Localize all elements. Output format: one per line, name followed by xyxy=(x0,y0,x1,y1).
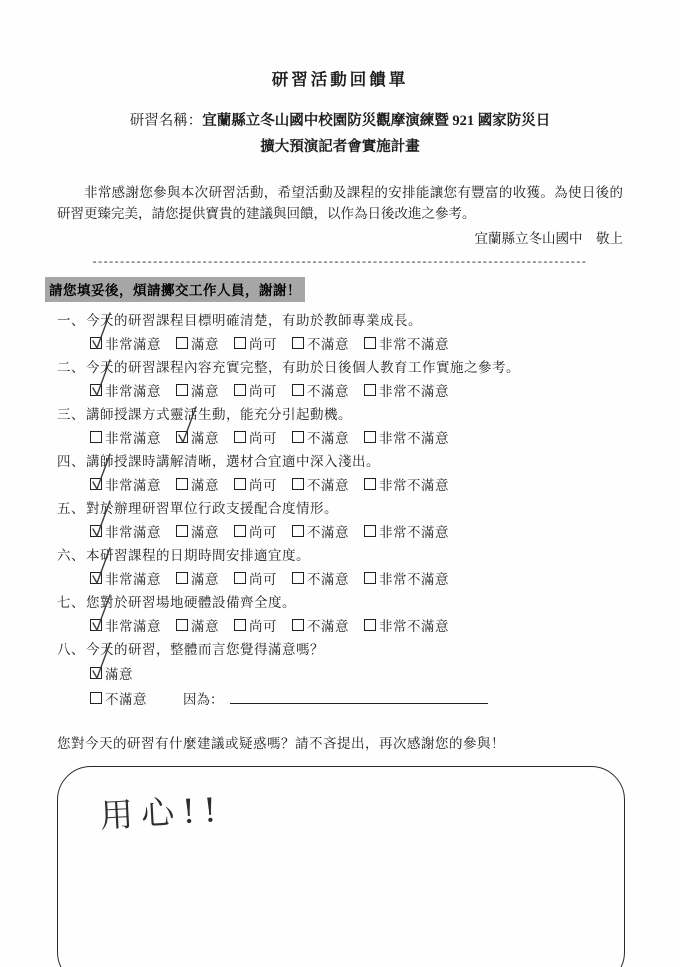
option-very-unsatisfied[interactable] xyxy=(364,615,449,635)
option-fair[interactable] xyxy=(234,380,277,400)
question-text xyxy=(57,594,623,611)
option-satisfied[interactable] xyxy=(176,568,219,588)
workshop-name-value1: 宜蘭縣立冬山國中校園防災觀摩演練暨 921 國家防災日 xyxy=(202,113,551,129)
options-row xyxy=(90,568,623,588)
option-very-unsatisfied[interactable] xyxy=(364,333,449,353)
checkbox-unsatisfied[interactable] xyxy=(292,431,304,443)
option-satisfied[interactable] xyxy=(176,333,219,353)
reason-label: 因為： xyxy=(183,692,224,707)
question-label: 講師授課方式靈活生動，能充分引起動機。 xyxy=(86,407,352,422)
checkbox-fair[interactable] xyxy=(234,478,246,490)
checkbox-satisfied[interactable] xyxy=(176,337,188,349)
suggestion-prompt: 您對今天的研習有什麼建議或疑惑嗎？請不吝提出，再次感謝您的參與！ xyxy=(57,736,505,751)
option-unsatisfied[interactable] xyxy=(292,427,349,447)
checkbox-very-unsatisfied[interactable] xyxy=(364,431,376,443)
question-label: 今天的研習課程目標明確清楚，有助於教師專業成長。 xyxy=(86,313,422,328)
questions-list xyxy=(57,312,623,708)
option-unsatisfied[interactable] xyxy=(292,615,349,635)
checkbox-very-unsatisfied[interactable] xyxy=(364,525,376,537)
option-label: 尚可 xyxy=(249,525,277,540)
checkbox-unsatisfied[interactable] xyxy=(292,619,304,631)
option-label: 尚可 xyxy=(249,337,277,352)
question-8 xyxy=(57,641,623,708)
option-label: 非常不滿意 xyxy=(379,431,449,446)
checkbox-very-satisfied[interactable] xyxy=(90,384,102,396)
option-very-satisfied[interactable] xyxy=(90,615,161,635)
option-label: 不滿意 xyxy=(307,337,349,352)
option-label: 尚可 xyxy=(249,431,277,446)
option-very-unsatisfied[interactable] xyxy=(364,427,449,447)
checkbox-very-unsatisfied[interactable] xyxy=(364,384,376,396)
checkbox-satisfied[interactable] xyxy=(90,667,102,679)
dashed-divider: ------------------------------------------------------------------------------------------ xyxy=(92,254,588,268)
workshop-name-value2: 擴大預演記者會實施計畫 xyxy=(260,139,420,155)
option-label: 尚可 xyxy=(249,384,277,399)
workshop-name-label: 研習名稱： xyxy=(129,113,203,129)
question-text xyxy=(57,547,623,564)
option-label: 非常不滿意 xyxy=(379,525,449,540)
question-number: 四、 xyxy=(57,454,85,469)
checkbox-fair[interactable] xyxy=(234,384,246,396)
option-label: 尚可 xyxy=(249,572,277,587)
checkbox-fair[interactable] xyxy=(234,619,246,631)
checkbox-satisfied[interactable] xyxy=(176,384,188,396)
option-label: 非常不滿意 xyxy=(379,384,449,399)
option-label: 滿意 xyxy=(191,337,219,352)
reason-field xyxy=(183,688,488,708)
option-very-satisfied[interactable] xyxy=(90,333,161,353)
option-label: 非常滿意 xyxy=(105,337,161,352)
checkbox-satisfied[interactable] xyxy=(176,525,188,537)
options-row xyxy=(90,427,623,447)
option-label: 非常不滿意 xyxy=(379,619,449,634)
option-label: 非常滿意 xyxy=(105,478,161,493)
checkbox-fair[interactable] xyxy=(234,525,246,537)
option-fair[interactable] xyxy=(234,521,277,541)
option-satisfied[interactable] xyxy=(176,474,219,494)
option-label: 滿意 xyxy=(191,384,219,399)
checkbox-very-satisfied[interactable] xyxy=(90,337,102,349)
q8-satisfied-row xyxy=(90,663,623,683)
option-fair[interactable] xyxy=(234,333,277,353)
question-label: 對於辦理研習單位行政支援配合度情形。 xyxy=(86,501,338,516)
question-3 xyxy=(57,406,623,447)
option-label: 不滿意 xyxy=(307,431,349,446)
option-unsatisfied[interactable] xyxy=(292,474,349,494)
checkbox-unsatisfied[interactable] xyxy=(90,692,102,704)
intro-paragraph: 非常感謝您參與本次研習活動，希望活動及課程的安排能讓您有豐富的收獲。為使日後的研習更臻完美，請您提供寶貴的建議與回饋，以作為日後改進之參考。 xyxy=(57,185,623,221)
question-label: 今天的研習，整體而言您覺得滿意嗎？ xyxy=(86,642,324,657)
option-label: 滿意 xyxy=(191,525,219,540)
option-unsatisfied[interactable] xyxy=(292,568,349,588)
options-row xyxy=(90,474,623,494)
option-satisfied[interactable] xyxy=(176,521,219,541)
question-number: 二、 xyxy=(57,360,85,375)
option-fair[interactable] xyxy=(234,615,277,635)
option-label: 不滿意 xyxy=(307,619,349,634)
option-satisfied[interactable] xyxy=(176,380,219,400)
option-very-unsatisfied[interactable] xyxy=(364,568,449,588)
workshop-name-line1 xyxy=(57,108,623,134)
question-5 xyxy=(57,500,623,541)
question-text xyxy=(57,500,623,517)
question-text xyxy=(57,406,623,423)
option-unsatisfied[interactable] xyxy=(292,333,349,353)
option-fair[interactable] xyxy=(234,474,277,494)
option-very-unsatisfied[interactable] xyxy=(364,474,449,494)
option-satisfied[interactable] xyxy=(176,427,219,447)
option-very-satisfied[interactable] xyxy=(90,568,161,588)
comment-box[interactable] xyxy=(57,766,625,967)
option-label: 非常滿意 xyxy=(105,431,161,446)
checkbox-very-satisfied[interactable] xyxy=(90,478,102,490)
workshop-name xyxy=(57,108,623,160)
option-label: 非常滿意 xyxy=(105,384,161,399)
option-label: 非常滿意 xyxy=(105,525,161,540)
option-label: 不滿意 xyxy=(307,572,349,587)
checkbox-fair[interactable] xyxy=(234,431,246,443)
option-label: 不滿意 xyxy=(307,525,349,540)
checkbox-unsatisfied[interactable] xyxy=(292,337,304,349)
checkbox-fair[interactable] xyxy=(234,572,246,584)
question-label: 本研習課程的日期時間安排適宜度。 xyxy=(86,548,310,563)
option-very-unsatisfied[interactable] xyxy=(364,380,449,400)
checkbox-very-unsatisfied[interactable] xyxy=(364,337,376,349)
question-text xyxy=(57,312,623,329)
option-unsatisfied[interactable] xyxy=(292,380,349,400)
question-number: 三、 xyxy=(57,407,85,422)
option-satisfied[interactable] xyxy=(176,615,219,635)
checkbox-very-unsatisfied[interactable] xyxy=(364,619,376,631)
reason-input-line[interactable] xyxy=(230,690,488,704)
option-label: 非常滿意 xyxy=(105,572,161,587)
question-2 xyxy=(57,359,623,400)
option-unsatisfied[interactable] xyxy=(90,688,147,708)
instruction-row xyxy=(45,277,623,302)
option-label: 尚可 xyxy=(249,478,277,493)
option-label: 尚可 xyxy=(249,619,277,634)
instruction-highlight: 請您填妥後，煩請擲交工作人員，謝謝！ xyxy=(45,277,305,302)
option-very-satisfied[interactable] xyxy=(90,380,161,400)
checkbox-very-satisfied[interactable] xyxy=(90,431,102,443)
option-label: 不滿意 xyxy=(105,692,147,707)
checkbox-satisfied[interactable] xyxy=(176,619,188,631)
question-number: 一、 xyxy=(57,313,85,328)
options-row xyxy=(90,380,623,400)
checkbox-unsatisfied[interactable] xyxy=(292,525,304,537)
checkbox-fair[interactable] xyxy=(234,337,246,349)
signature: 宜蘭縣立冬山國中 敬上 xyxy=(474,231,623,246)
question-label: 講師授課時講解清晰，選材合宜適中深入淺出。 xyxy=(86,454,380,469)
checkbox-unsatisfied[interactable] xyxy=(292,478,304,490)
checkbox-very-satisfied[interactable] xyxy=(90,525,102,537)
option-fair[interactable] xyxy=(234,427,277,447)
option-label: 非常不滿意 xyxy=(379,337,449,352)
handwritten-note: 用心!! xyxy=(99,789,226,836)
option-very-unsatisfied[interactable] xyxy=(364,521,449,541)
option-label: 滿意 xyxy=(105,667,133,682)
option-label: 滿意 xyxy=(191,478,219,493)
question-number: 八、 xyxy=(57,642,85,657)
question-label: 今天的研習課程內容充實完整，有助於日後個人教育工作實施之參考。 xyxy=(86,360,520,375)
q8-unsatisfied-row xyxy=(90,688,623,708)
option-very-satisfied[interactable] xyxy=(90,427,161,447)
question-number: 七、 xyxy=(57,595,85,610)
option-unsatisfied[interactable] xyxy=(292,521,349,541)
question-1 xyxy=(57,312,623,353)
option-label: 滿意 xyxy=(191,619,219,634)
checkbox-unsatisfied[interactable] xyxy=(292,572,304,584)
checkbox-satisfied[interactable] xyxy=(176,478,188,490)
option-label: 非常滿意 xyxy=(105,619,161,634)
question-text xyxy=(57,359,623,376)
option-fair[interactable] xyxy=(234,568,277,588)
checkbox-satisfied[interactable] xyxy=(176,431,188,443)
question-text xyxy=(57,641,623,658)
checkbox-very-satisfied[interactable] xyxy=(90,572,102,584)
checkbox-very-satisfied[interactable] xyxy=(90,619,102,631)
checkbox-very-unsatisfied[interactable] xyxy=(364,478,376,490)
question-7 xyxy=(57,594,623,635)
option-satisfied[interactable] xyxy=(90,663,133,683)
option-label: 不滿意 xyxy=(307,478,349,493)
options-row xyxy=(90,615,623,635)
options-row xyxy=(90,521,623,541)
checkbox-satisfied[interactable] xyxy=(176,572,188,584)
option-label: 不滿意 xyxy=(307,384,349,399)
checkbox-very-unsatisfied[interactable] xyxy=(364,572,376,584)
option-very-satisfied[interactable] xyxy=(90,474,161,494)
checkbox-unsatisfied[interactable] xyxy=(292,384,304,396)
question-text xyxy=(57,453,623,470)
options-row xyxy=(90,333,623,353)
question-4 xyxy=(57,453,623,494)
form-title: 研習活動回饋單 xyxy=(271,70,409,89)
question-number: 五、 xyxy=(57,501,85,516)
question-number: 六、 xyxy=(57,548,85,563)
question-6 xyxy=(57,547,623,588)
option-label: 滿意 xyxy=(191,572,219,587)
option-label: 滿意 xyxy=(191,431,219,446)
option-label: 非常不滿意 xyxy=(379,478,449,493)
question-label: 您對於研習場地硬體設備齊全度。 xyxy=(86,595,296,610)
option-very-satisfied[interactable] xyxy=(90,521,161,541)
option-label: 非常不滿意 xyxy=(379,572,449,587)
